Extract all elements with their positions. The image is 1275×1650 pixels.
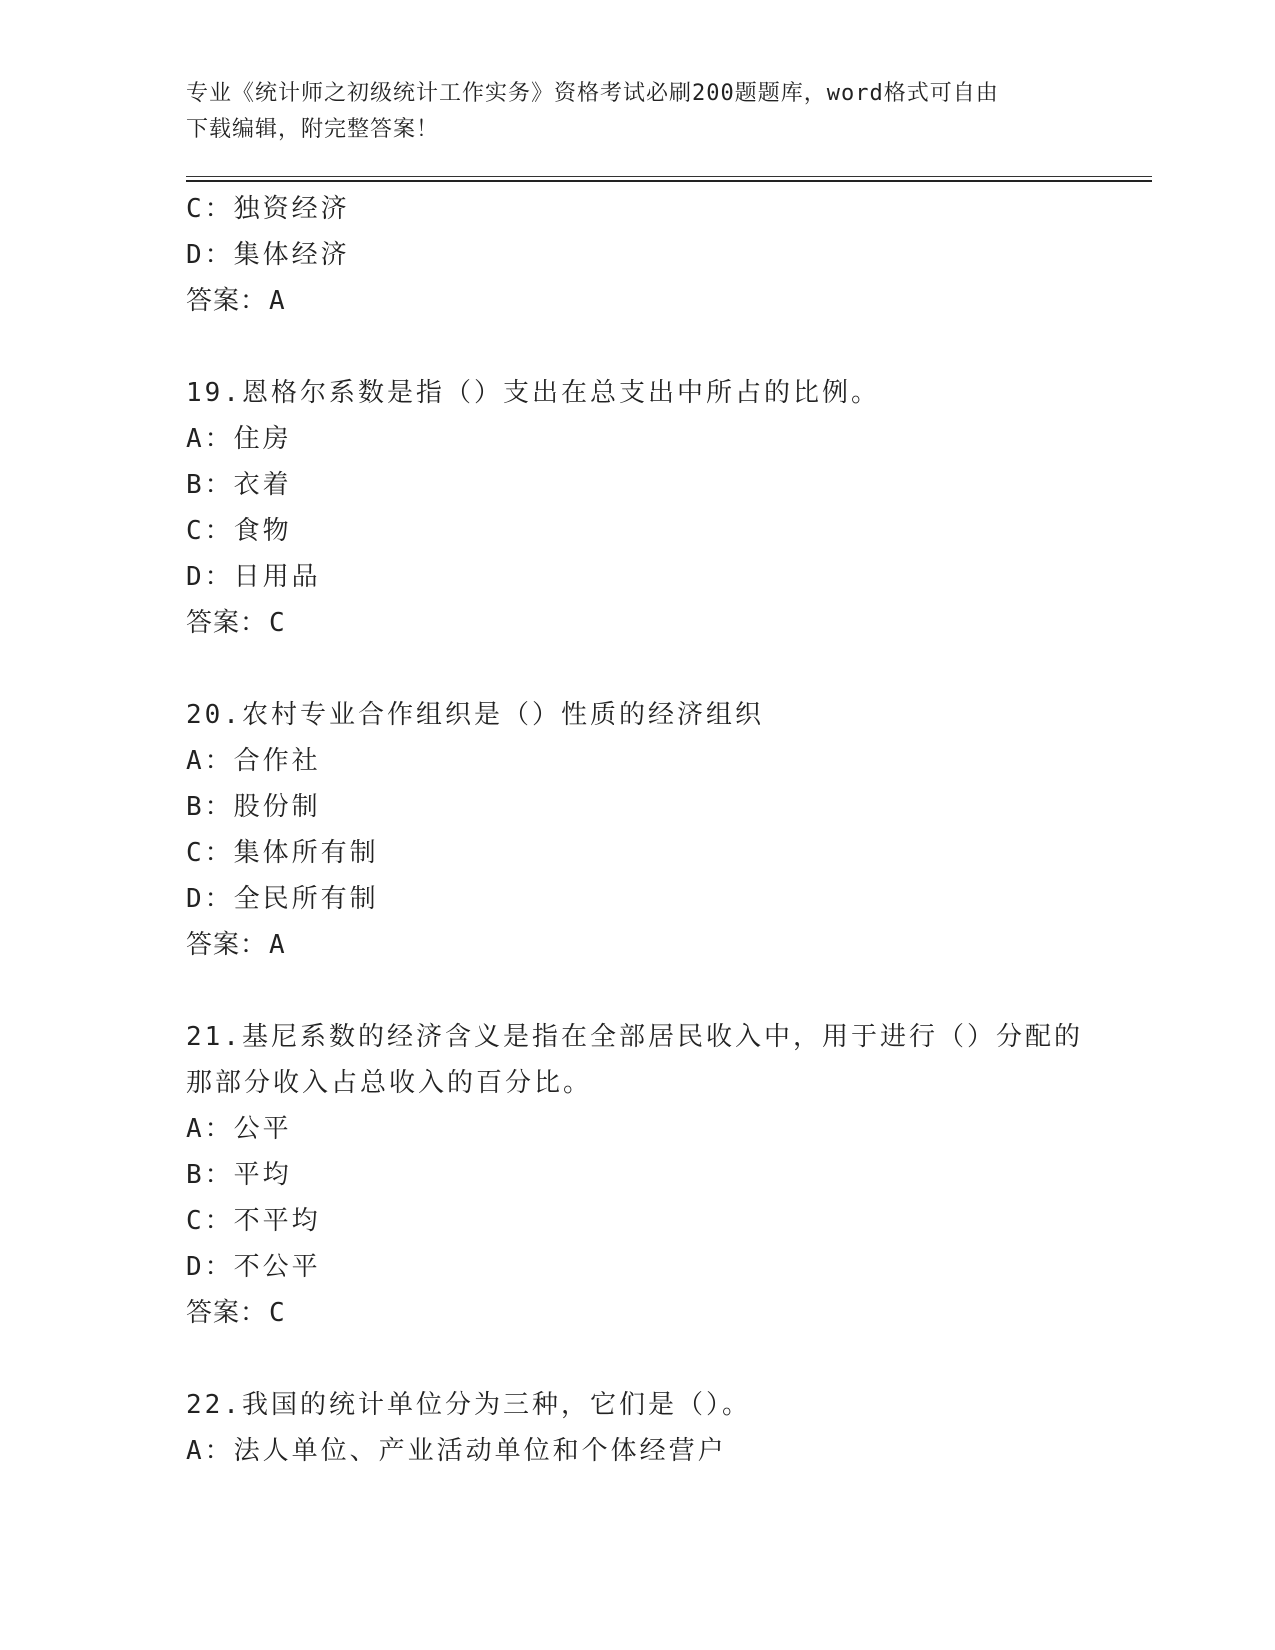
answer-line: 答案：A [186, 286, 286, 316]
question-19 [186, 370, 1086, 646]
question-title-line-1: 21.基尼系数的经济含义是指在全部居民收入中，用于进行（）分配的 [186, 1022, 1083, 1052]
option-b: B：股份制 [186, 792, 321, 822]
option-c: C：不平均 [186, 1206, 321, 1236]
question-20 [186, 692, 1086, 968]
header-line-2: 下载编辑，附完整答案！ [186, 117, 440, 142]
option-c: C：食物 [186, 516, 292, 546]
option-d: D：全民所有制 [186, 884, 379, 914]
option-c: C：独资经济 [186, 194, 350, 224]
question-title-line-2: 那部分收入占总收入的百分比。 [186, 1068, 593, 1098]
question-21 [186, 1014, 1086, 1336]
option-b: B：衣着 [186, 470, 292, 500]
option-b: B：平均 [186, 1160, 292, 1190]
option-a: A：合作社 [186, 746, 321, 776]
answer-line: 答案：C [186, 608, 286, 638]
carryover-question [186, 186, 1086, 324]
header-divider-thin [186, 176, 1152, 177]
question-22 [186, 1382, 1086, 1474]
question-list [186, 186, 1086, 1474]
option-a: A：法人单位、产业活动单位和个体经营户 [186, 1436, 727, 1466]
option-d: D：集体经济 [186, 240, 350, 270]
answer-line: 答案：A [186, 930, 286, 960]
question-title: 22.我国的统计单位分为三种，它们是（）。 [186, 1390, 751, 1420]
header-divider-thick [186, 180, 1152, 182]
option-a: A：住房 [186, 424, 292, 454]
option-d: D：日用品 [186, 562, 321, 592]
question-title: 20.农村专业合作组织是（）性质的经济组织 [186, 700, 764, 730]
option-c: C：集体所有制 [186, 838, 379, 868]
header-line-1: 专业《统计师之初级统计工作实务》资格考试必刷200题题库，word格式可自由 [186, 81, 999, 106]
option-d: D：不公平 [186, 1252, 321, 1282]
answer-line: 答案：C [186, 1298, 286, 1328]
question-title: 19.恩格尔系数是指（）支出在总支出中所占的比例。 [186, 378, 880, 408]
option-a: A：公平 [186, 1114, 292, 1144]
document-header [186, 76, 1086, 148]
